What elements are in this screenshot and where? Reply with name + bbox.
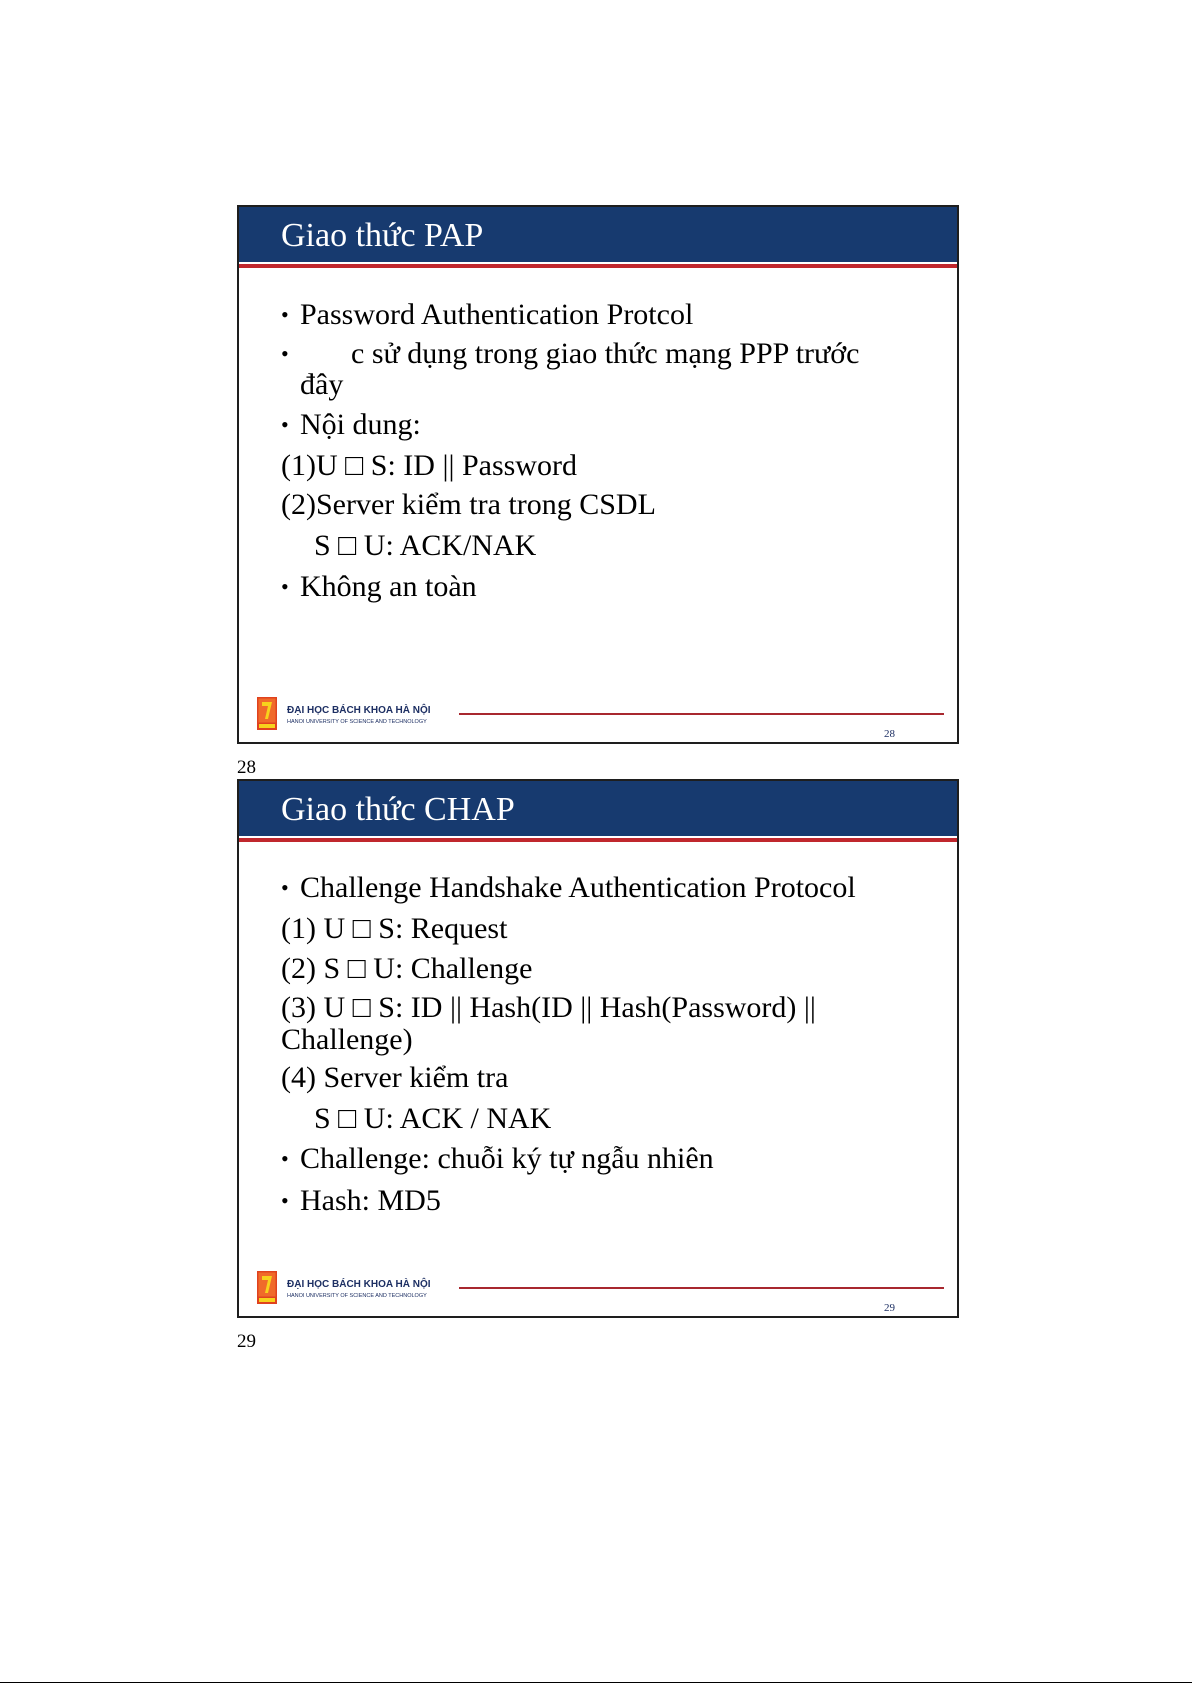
slide-line: Password Authentication Protcol <box>300 298 694 331</box>
university-name-en: HANOI UNIVERSITY OF SCIENCE AND TECHNOLOGY <box>287 719 427 725</box>
slide-line: S □ U: ACK/NAK <box>314 529 537 562</box>
slide-line: (1)U □ S: ID || Password <box>281 449 577 482</box>
slide-header <box>239 207 957 262</box>
slide-line: (4) Server kiểm tra <box>281 1061 509 1094</box>
university-name-en: HANOI UNIVERSITY OF SCIENCE AND TECHNOLOGY <box>287 1293 427 1299</box>
footer-rule <box>459 1287 944 1289</box>
bullet-marker: • <box>281 412 289 437</box>
page-bottom-rule <box>0 1682 1192 1683</box>
footer-rule <box>459 713 944 715</box>
slide-line: Challenge Handshake Authentication Protocol <box>300 871 856 904</box>
slide-line: đây <box>300 368 344 401</box>
header-accent-rule <box>239 838 957 842</box>
slide-line: c sử dụng trong giao thức mạng PPP trước <box>351 337 860 370</box>
slide-line: Hash: MD5 <box>300 1184 441 1217</box>
university-name: ĐẠI HỌC BÁCH KHOA HÀ NỘI <box>287 1279 431 1290</box>
slide-line: (1) U □ S: Request <box>281 912 508 945</box>
slide-title: Giao thức PAP <box>281 217 484 254</box>
bullet-marker: • <box>281 875 289 900</box>
bullet-marker: • <box>281 1146 289 1171</box>
bullet-marker: • <box>281 302 289 327</box>
slide-line: (3) U □ S: ID || Hash(ID || Hash(Password) || <box>281 991 816 1024</box>
page-label: 28 <box>237 757 256 778</box>
slide-line: Challenge) <box>281 1023 413 1056</box>
university-logo-icon <box>257 697 277 730</box>
bullet-marker: • <box>281 574 289 599</box>
slide-chap <box>237 779 959 1318</box>
university-logo-icon <box>257 1271 277 1304</box>
university-name: ĐẠI HỌC BÁCH KHOA HÀ NỘI <box>287 705 431 716</box>
slide-title: Giao thức CHAP <box>281 791 515 828</box>
bullet-marker: • <box>281 1188 289 1213</box>
slide-line: Nội dung: <box>300 408 421 441</box>
slide-line: Không an toàn <box>300 570 477 603</box>
slide-line: (2)Server kiểm tra trong CSDL <box>281 488 656 521</box>
slide-header <box>239 781 957 836</box>
slide-pap <box>237 205 959 744</box>
page-label: 29 <box>237 1331 256 1352</box>
slide-number: 28 <box>884 728 895 740</box>
header-accent-rule <box>239 264 957 268</box>
slide-line: (2) S □ U: Challenge <box>281 952 533 985</box>
slide-line: S □ U: ACK / NAK <box>314 1102 552 1135</box>
bullet-marker: • <box>281 341 289 366</box>
slide-number: 29 <box>884 1302 895 1314</box>
slide-line: Challenge: chuỗi ký tự ngẫu nhiên <box>300 1142 714 1175</box>
